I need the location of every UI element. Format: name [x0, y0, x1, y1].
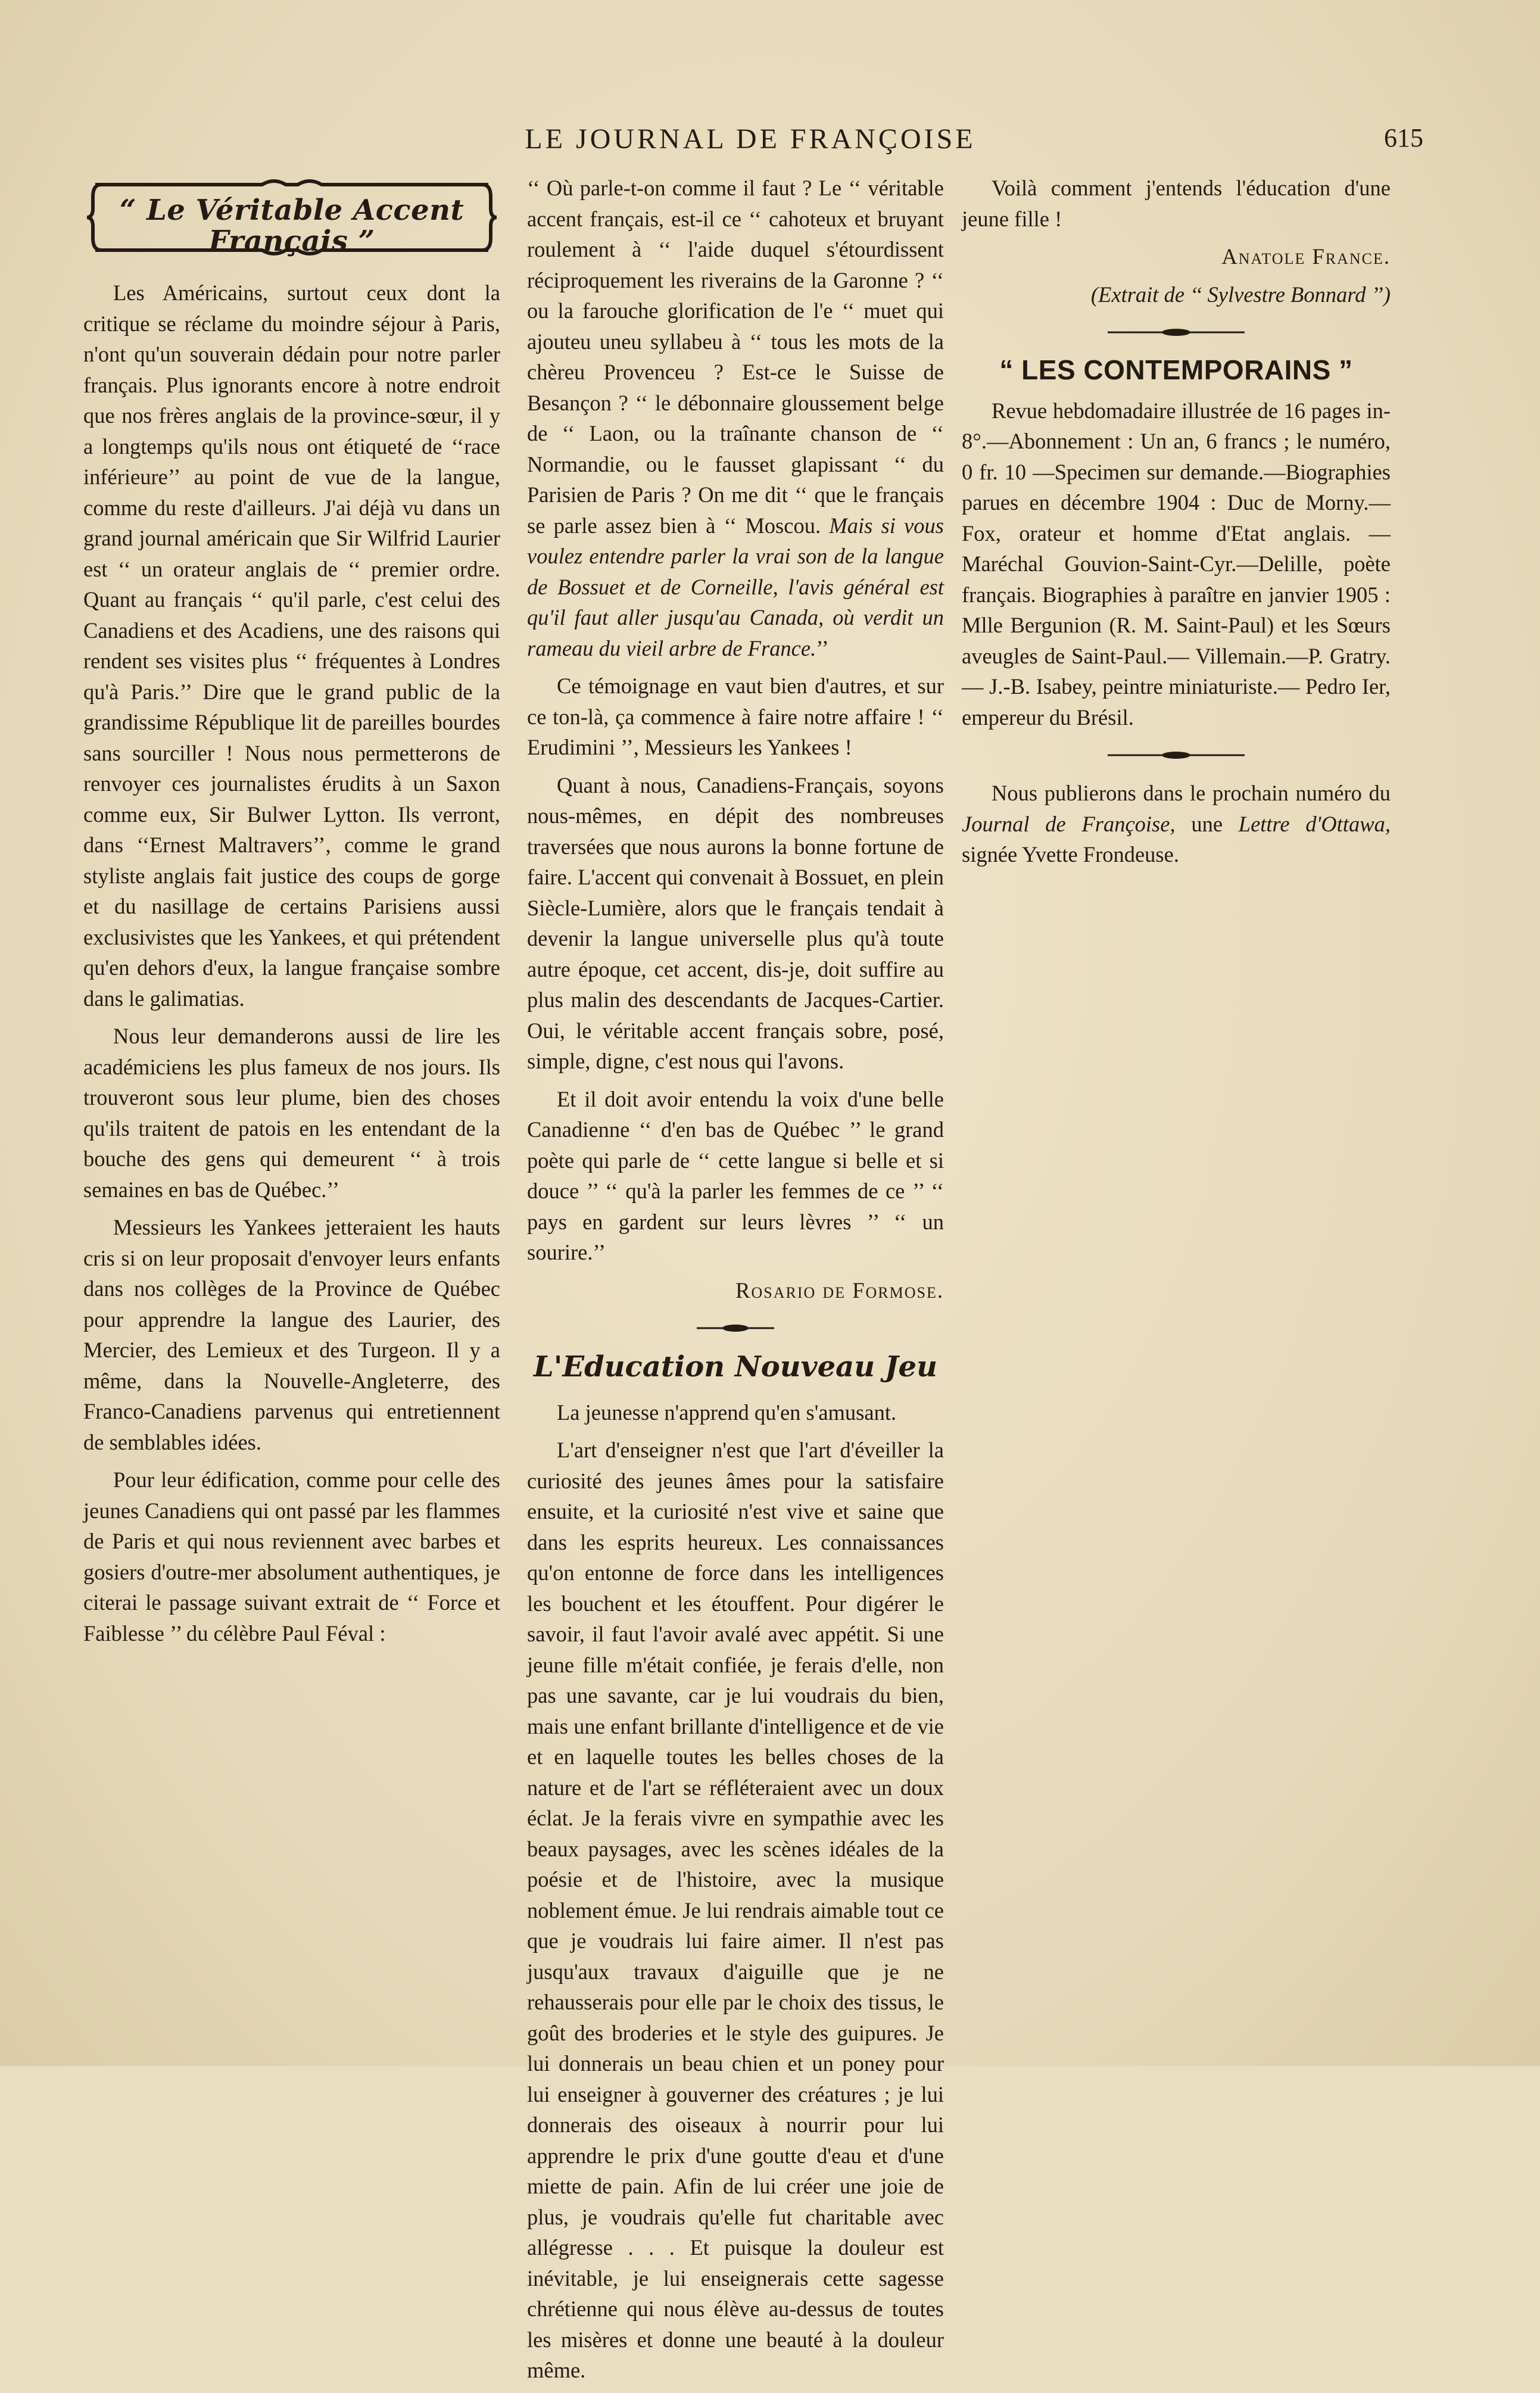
notice-paragraph [962, 778, 1391, 870]
article1-paragraph: Quant à nous, Canadiens-Français, soyons nous-mêmes, en dépit des nombreuses traversées que nous aurons la bonne fortune de faire. L'accent qui convenait à Bossuet, en plein Siècle-Lumière, alors que le français tendait à devenir la langue universelle plus qu'à toute autre époque, cet accent, dis-je, doit suffire au plus malin des descendants de Jacques-Cartier. Oui, le véritable accent français sobre, posé, simple, digne, c'est nous qui l'avons. [527, 772, 944, 1073]
article1-paragraph: Messieurs les Yankees jetteraient les hauts cris si on leur proposait d'envoyer leurs enfants dans nos collèges de la Province de Québec pour apprendre la langue des Laurier, des Mercier, des Lemieux et des Turgeon. Il y a même, dans la Nouvelle-Angleterre, des Franco-Canadiens parvenus qui entretiennent de semblables idées. [83, 1215, 500, 1454]
section-divider [527, 1322, 944, 1334]
article2-source: (Extrait de ‘‘ Sylvestre Bonnard ’’) [1090, 282, 1391, 307]
section-divider [962, 326, 1391, 338]
article1-paragraph: Et il doit avoir entendu la voix d'une belle Canadienne ‘‘ d'en bas de Québec ’’ le grand poète qui parle de ‘‘ cette langue si belle et si douce ’’ ‘‘ qu'à la parler les femmes de ce ’’ ‘‘ pays en gardent sur leurs lèvres ’’ ‘‘ un sourire.’’ [527, 1086, 944, 1264]
page-number: 615 [1384, 123, 1423, 152]
notice-letter-name: Lettre d'Ottawa, [1238, 811, 1391, 836]
feval-quote [527, 173, 944, 663]
article2-signature: Anatole France. [1221, 244, 1391, 269]
article1-paragraph: Les Américains, surtout ceux dont la critique se réclame du moindre séjour à Paris, n'ont qu'un souverain dédain pour notre parler français. Plus ignorants encore à notre endroit que nos frères anglais de la province-sœur, il y a longtemps qu'ils nous ont étiqueté de ‘‘race inférieure’’ au point de vue de la langue, comme du reste d'ailleurs. J'ai déjà vu dans un grand journal américain que Sir Wilfrid Laurier est ‘‘ un orateur anglais de ‘‘ premier ordre. Quant au français ‘‘ qu'il parle, c'est celui des Canadiens et des Acadiens, une des raisons qui rendent ses visites plus ‘‘ fréquentes à Londres qu'à Paris.’’ Dire que le grand public de la grandissime République lit de pareilles bourdes sans sourciller ! Nous nous permetterons de renvoyer ces journalistes érudits à un Saxon comme eux, Sir Bulwer Lytton. Ils verront, dans ‘‘Ernest Maltravers’’, comme le grand styliste anglais fait justice des coups de gorge et du nasillage de certains Parisiens aussi exclusivistes que les Yankees, et qui prétendent qu'en dehors d'eux, la langue française sombre dans le galimatias. [83, 281, 500, 1011]
notice-text: signée Yvette Frondeuse. [962, 842, 1179, 867]
ornament-divider-icon [1105, 326, 1248, 338]
article1-paragraph: Pour leur édification, comme pour celle des jeunes Canadiens qui ont passé par les flammes de Paris et qui nous reviennent avec barbes et gosiers d'outre-mer absolument authentiques, je citerai le passage suivant extrait de ‘‘ Force et Faiblesse ’’ du célèbre Paul Féval : [83, 1467, 500, 1646]
column-3 [962, 173, 1391, 877]
notice-text: Nous publierons dans le prochain numéro du [992, 781, 1391, 805]
column-2 [527, 173, 944, 2393]
article2-title: L'Education Nouveau Jeu [534, 1350, 937, 1384]
notice-text: une [1191, 811, 1223, 836]
quote-closing-mark: ’’ [816, 635, 829, 660]
quote-plain-text: ‘‘ Où parle-t-on comme il faut ? Le ‘‘ véritable accent français, est-il ce ‘‘ cahoteux et bruyant roulement à ‘‘ l'aide duquel s'étourdissent réciproquement les riverains de la Garonne ? ‘‘ ou la farouche glorification de l'e ‘‘ muet qui ajouteu uneu syllabeu à ‘‘ tous les mots de la chèreu Provenceu ? Est-ce le Suisse de Besançon ? ‘‘ le débonnaire gloussement belge de ‘‘ Laon, ou la traînante chanson de ‘‘ Normandie, ou le fausset glapissant ‘‘ du Parisien de Paris ? On me dit ‘‘ que le français se parle assez bien à ‘‘ Moscou. [527, 176, 944, 538]
ornament-divider-icon [1105, 749, 1248, 761]
page-header [77, 119, 1423, 161]
article1-paragraph: Nous leur demanderons aussi de lire les académiciens les plus fameux de nos jours. Ils trouveront sous leur plume, bien des choses qu'ils traitent de patois en les entendant de la bouche des gens qui demeurent ‘‘ à trois semaines en bas de Québec.’’ [83, 1024, 500, 1202]
running-title: LE JOURNAL DE FRANÇOISE [525, 123, 976, 155]
article1-title-frame [83, 173, 500, 262]
notice-journal-name: Journal de Françoise, [962, 811, 1176, 836]
column-1 [83, 173, 500, 1656]
article3-title: “ LES CONTEMPORAINS ” [999, 354, 1353, 385]
quote-italic-text: Mais si vous voulez entendre parler la vrai son de la langue de Bossuet et de Corneille, l'avis général est qu'il faut aller jusqu'au Canada, où verdit un rameau du vieil arbre de France. [527, 513, 944, 660]
ornament-divider-icon [694, 1322, 777, 1334]
article2-paragraph: La jeunesse n'apprend qu'en s'amusant. [557, 1400, 897, 1425]
article2-paragraph: L'art d'enseigner n'est que l'art d'éveiller la curiosité des jeunes âmes pour la satisfaire ensuite, et la curiosité n'est vive et saine que dans les esprits heureux. Les connaissances qu'on entonne de force dans les intelligences les bouchent et les étouffent. Pour digérer le savoir, il faut l'avoir avalé avec appétit. Si une jeune fille m'était confiée, je ferais d'elle, non pas une savante, car je lui voudrais du bien, mais une enfant brillante d'intelligence et de vie et en laquelle toutes les belles choses de la nature et de l'art se réfléteraient avec un doux éclat. Je la ferais vivre en sympathie avec les beaux paysages, avec les scènes idéales de la poésie et de l'histoire, avec la musique noblement émue. Je lui rendrais aimable tout ce que je voudrais lui faire aimer. Il n'est pas jusqu'aux travaux d'aiguille que je ne rehausserais pour elle par le choix des tissus, le goût des broderies et le style des guipures. Je lui donnerais un beau chien et un poney pour lui enseigner à gouverner des créatures ; je lui donnerais des oiseaux à nourrir pour lui apprendre le prix d'une goutte d'eau et d'une miette de pain. Afin de lui créer une joie de plus, je voudrais qu'elle fut charitable avec allégresse . . . Et puisque la douleur est inévitable, je lui enseignerais cette sagesse chrétienne qui nous élève au-dessus de toutes les misères et donne une beauté à la douleur même. [527, 1438, 944, 2382]
article1-signature: Rosario de Formose. [735, 1277, 944, 1303]
article2-paragraph: Voilà comment j'entends l'éducation d'une jeune fille ! [962, 176, 1391, 231]
article3-paragraph: Revue hebdomadaire illustrée de 16 pages in-8°.—Abonnement : Un an, 6 francs ; le numéro, 0 fr. 10 —Specimen sur demande.—Biographies parues en décembre 1904 : Duc de Morny.—Fox, orateur et homme d'Etat anglais. — Maréchal Gouvion-Saint-Cyr.—Delille, poète français. Biographies à paraître en janvier 1905 : Mlle Bergunion (R. M. Saint-Paul) et les Sœurs aveugles de Saint-Paul.— Villemain.—P. Gratry.— J.-B. Isabey, peintre miniaturiste.— Pedro Ier, empereur du Brésil. [962, 398, 1391, 730]
section-divider [962, 749, 1391, 761]
article1-title: “ Le Véritable Accent Français ” [119, 194, 465, 258]
article1-paragraph: Ce témoignage en vaut bien d'autres, et sur ce ton-là, ça commence à faire notre affaire ! ‘‘ Erudimini ’’, Messieurs les Yankees ! [527, 674, 944, 759]
